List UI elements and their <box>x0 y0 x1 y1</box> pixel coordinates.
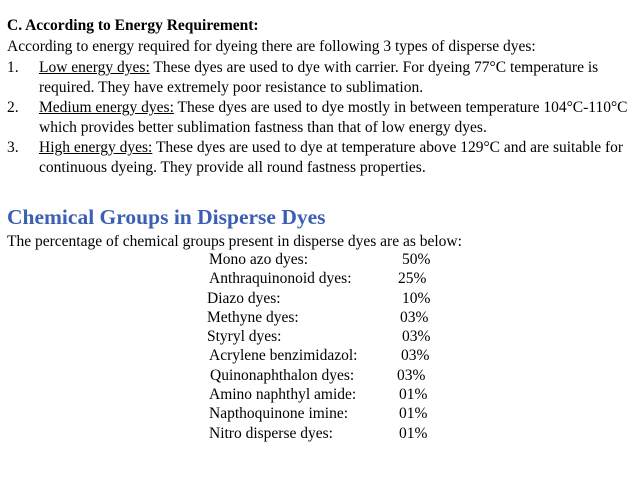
table-row <box>0 289 638 308</box>
item-number: 2. <box>7 99 19 116</box>
item-text: These dyes are used to dye with carrier. For dyeing 77°C temperature is required. They have extremely poor resistance to sublimation. <box>39 59 599 96</box>
list-item <box>7 58 632 97</box>
item-body <box>39 138 632 177</box>
table-row <box>0 327 638 346</box>
table-row <box>0 250 638 269</box>
table-row <box>0 308 638 327</box>
group-percent: 25% <box>398 270 427 288</box>
item-number: 3. <box>7 139 19 156</box>
group-percent: 03% <box>401 347 430 365</box>
energy-dye-list <box>7 58 632 178</box>
group-name: Diazo dyes: <box>207 289 281 307</box>
section-heading: C. According to Energy Requirement: <box>7 17 259 34</box>
section-intro: According to energy required for dyeing there are following 3 types of disperse dyes: <box>7 38 536 55</box>
table-row <box>0 269 638 288</box>
item-number: 1. <box>7 59 19 76</box>
group-name: Quinonaphthalon dyes: <box>210 366 355 384</box>
group-percent: 50% <box>402 251 431 268</box>
item-text: These dyes are used to dye at temperature above 129°C and are suitable for continuous dyeing. They provide all round fastness properties. <box>39 139 624 176</box>
group-name: Styryl dyes: <box>207 328 282 346</box>
item-label: Low energy dyes: <box>39 59 150 76</box>
group-percent: 03% <box>397 366 426 384</box>
group-percent: 03% <box>402 328 431 346</box>
group-name: Acrylene benzimidazol: <box>209 347 358 365</box>
list-item <box>7 138 632 177</box>
chemical-groups-table <box>0 250 638 443</box>
group-name: Methyne dyes: <box>207 308 299 326</box>
item-body <box>39 98 632 137</box>
group-name: Mono azo dyes: <box>209 251 309 268</box>
table-row <box>0 346 638 365</box>
table-row <box>0 385 638 404</box>
chemical-groups-intro: The percentage of chemical groups present in disperse dyes are as below: <box>7 233 462 250</box>
table-row <box>0 404 638 423</box>
group-name: Amino naphthyl amide: <box>209 386 357 404</box>
group-percent: 03% <box>400 308 429 326</box>
group-percent: 01% <box>399 405 428 423</box>
group-name: Nitro disperse dyes: <box>209 424 333 442</box>
table-row <box>0 424 638 443</box>
table-row <box>0 366 638 385</box>
item-label: High energy dyes: <box>39 139 153 156</box>
item-body <box>39 58 632 97</box>
group-name: Napthoquinone imine: <box>209 405 349 423</box>
group-percent: 01% <box>399 386 428 404</box>
item-label: Medium energy dyes: <box>39 99 174 116</box>
list-item <box>7 98 632 137</box>
item-text: These dyes are used to dye mostly in between temperature 104°C-110°C which provides better sublimation fastness than that of low energy dyes. <box>39 99 628 136</box>
chemical-groups-title: Chemical Groups in Disperse Dyes <box>7 205 326 229</box>
group-percent: 01% <box>399 424 428 442</box>
group-percent: 10% <box>402 289 431 307</box>
group-name: Anthraquinonoid dyes: <box>209 270 352 288</box>
